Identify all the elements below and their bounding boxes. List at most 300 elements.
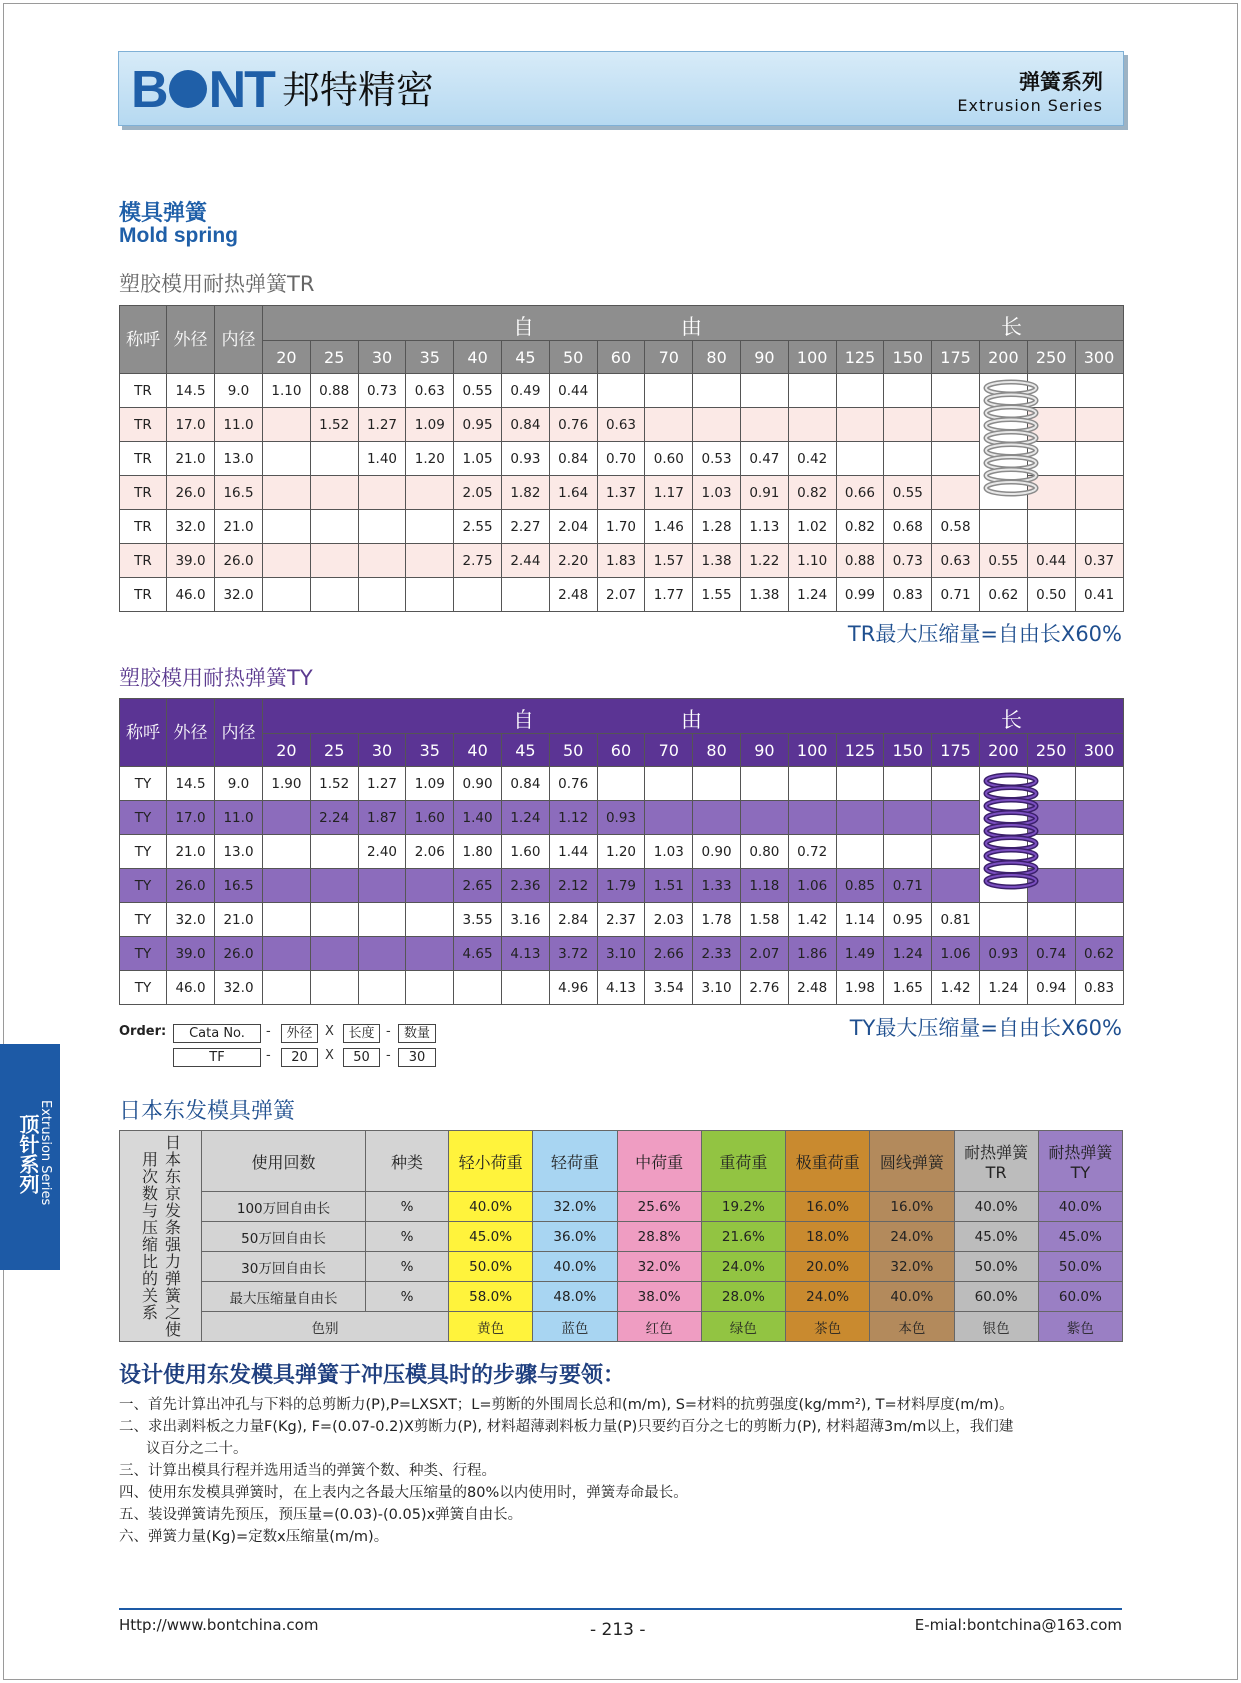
col-outer-diameter: 外径	[167, 699, 215, 767]
compression-value: 3.54	[645, 971, 693, 1005]
length-header: 45	[501, 341, 549, 374]
outer-diameter: 32.0	[167, 903, 215, 937]
jp-usage-header: 使用回数	[202, 1131, 366, 1192]
compression-value: 1.37	[597, 476, 645, 510]
compression-value	[1075, 476, 1123, 510]
compression-value: 0.44	[549, 374, 597, 408]
compression-value	[932, 835, 980, 869]
jp-ratio-value: 25.6%	[617, 1192, 701, 1222]
compression-value	[406, 937, 454, 971]
note-item: 议百分之二十。	[146, 1441, 248, 1457]
compression-value	[263, 442, 311, 476]
compression-value: 0.58	[932, 510, 980, 544]
spring-name: TR	[120, 578, 167, 612]
compression-value	[979, 903, 1027, 937]
compression-value	[263, 510, 311, 544]
compression-value: 2.65	[454, 869, 502, 903]
series-cn: 弹簧系列	[1019, 70, 1103, 94]
jp-side-label: 日本东京发条强力弹簧之使用次数与压缩比的关系	[120, 1131, 202, 1342]
compression-value	[1075, 442, 1123, 476]
compression-value: 1.24	[884, 937, 932, 971]
footer-url: Http://www.bontchina.com	[119, 1616, 319, 1634]
spring-name: TY	[120, 971, 167, 1005]
compression-value	[358, 971, 406, 1005]
outer-diameter: 46.0	[167, 578, 215, 612]
inner-diameter: 26.0	[215, 544, 263, 578]
outer-diameter: 14.5	[167, 767, 215, 801]
compression-value: 0.71	[884, 869, 932, 903]
compression-value: 1.09	[406, 408, 454, 442]
compression-value: 1.06	[788, 869, 836, 903]
jp-ratio-value: 60.0%	[1038, 1282, 1122, 1312]
compression-value: 1.60	[501, 835, 549, 869]
note-item: 二、求出剥料板之力量F(Kg), F=(0.07-0.2)X剪断力(P), 材料超薄剥料板力量(P)只要约百分之七的剪断力(P), 材料超薄3m/m以上，我们建	[119, 1419, 1014, 1435]
compression-value	[1075, 408, 1123, 442]
compression-value: 2.40	[358, 835, 406, 869]
compression-value: 0.74	[1027, 937, 1075, 971]
spring-name: TY	[120, 903, 167, 937]
length-header: 175	[932, 734, 980, 767]
compression-value	[932, 767, 980, 801]
jp-ratio-value: 32.0%	[870, 1252, 954, 1282]
order-od-box: 外径	[281, 1024, 318, 1043]
length-header: 50	[549, 734, 597, 767]
compression-value: 2.20	[549, 544, 597, 578]
spring-name: TR	[120, 442, 167, 476]
jp-ratio-value: 16.0%	[870, 1192, 954, 1222]
inner-diameter: 11.0	[215, 801, 263, 835]
spring-photo-cell	[979, 767, 1027, 903]
compression-value: 1.44	[549, 835, 597, 869]
compression-value	[836, 408, 884, 442]
tr-spring-table	[119, 305, 1124, 612]
order-dash: -	[386, 1024, 391, 1039]
inner-diameter: 16.5	[215, 476, 263, 510]
compression-value	[358, 476, 406, 510]
compression-value: 0.76	[549, 767, 597, 801]
compression-value	[263, 476, 311, 510]
table-row	[120, 510, 1124, 544]
table-row	[120, 1222, 1123, 1252]
series-label	[957, 66, 1103, 115]
inner-diameter: 9.0	[215, 767, 263, 801]
compression-value: 0.55	[884, 476, 932, 510]
jp-type-header: 轻小荷重	[449, 1131, 533, 1192]
compression-value: 0.76	[549, 408, 597, 442]
compression-value: 1.38	[693, 544, 741, 578]
table-row	[120, 374, 1124, 408]
compression-value	[1075, 903, 1123, 937]
notes-title: 设计使用东发模具弹簧于冲压模具时的步骤与要领：	[119, 1363, 626, 1388]
compression-value	[263, 801, 311, 835]
compression-value	[358, 544, 406, 578]
length-header: 70	[645, 734, 693, 767]
table-row	[120, 767, 1124, 801]
compression-value: 1.60	[406, 801, 454, 835]
jp-ratio-value: 18.0%	[786, 1222, 870, 1252]
jp-header-row	[120, 1131, 1123, 1192]
compression-value: 0.55	[979, 544, 1027, 578]
jp-ratio-value: 40.0%	[870, 1282, 954, 1312]
jp-ratio-value: 32.0%	[617, 1252, 701, 1282]
compression-value: 0.84	[501, 408, 549, 442]
outer-diameter: 32.0	[167, 510, 215, 544]
length-header: 70	[645, 341, 693, 374]
jp-ratio-value: 50.0%	[954, 1252, 1038, 1282]
jp-ratio-value: 38.0%	[617, 1282, 701, 1312]
compression-value: 1.24	[788, 578, 836, 612]
compression-value: 1.80	[454, 835, 502, 869]
compression-value: 1.40	[454, 801, 502, 835]
compression-value	[310, 544, 358, 578]
order-dash: -	[266, 1048, 271, 1063]
compression-value	[932, 442, 980, 476]
order-len-box: 长度	[343, 1024, 380, 1043]
jp-row-unit: %	[366, 1252, 449, 1282]
jp-ratio-value: 40.0%	[449, 1192, 533, 1222]
length-header: 200	[979, 341, 1027, 374]
compression-value	[406, 869, 454, 903]
compression-value	[836, 767, 884, 801]
compression-value: 1.78	[693, 903, 741, 937]
jp-color-value: 茶色	[786, 1312, 870, 1342]
footer-email: E-mial:bontchina@163.com	[914, 1616, 1122, 1634]
jp-row-unit: %	[366, 1222, 449, 1252]
outer-diameter: 17.0	[167, 801, 215, 835]
compression-value: 1.28	[693, 510, 741, 544]
jp-ratio-value: 24.0%	[870, 1222, 954, 1252]
side-tab-en: Extrusion Series	[38, 1100, 53, 1206]
spring-image	[980, 771, 1042, 899]
jp-row-label: 100万回自由长	[202, 1192, 366, 1222]
outer-diameter: 26.0	[167, 869, 215, 903]
compression-value: 1.22	[740, 544, 788, 578]
jp-row-label: 30万回自由长	[202, 1252, 366, 1282]
compression-value: 3.16	[501, 903, 549, 937]
compression-value: 2.33	[693, 937, 741, 971]
compression-value: 0.99	[836, 578, 884, 612]
compression-value: 1.83	[597, 544, 645, 578]
length-header: 200	[979, 734, 1027, 767]
compression-value: 1.06	[932, 937, 980, 971]
order-cata-box: Cata No.	[173, 1024, 261, 1043]
note-item: 五、装设弹簧请先预压，预压量=(0.03)-(0.05)x弹簧自由长。	[119, 1507, 523, 1523]
compression-value: 1.17	[645, 476, 693, 510]
compression-value: 0.68	[884, 510, 932, 544]
compression-value	[310, 578, 358, 612]
compression-value: 2.07	[740, 937, 788, 971]
spring-name: TR	[120, 374, 167, 408]
compression-value	[645, 408, 693, 442]
jp-ratio-value: 50.0%	[1038, 1252, 1122, 1282]
compression-value	[788, 767, 836, 801]
table-row	[120, 544, 1124, 578]
compression-value: 0.63	[406, 374, 454, 408]
compression-value	[358, 903, 406, 937]
jp-kind-header: 种类	[366, 1131, 449, 1192]
compression-value	[454, 971, 502, 1005]
compression-value: 2.75	[454, 544, 502, 578]
jp-color-value: 黄色	[449, 1312, 533, 1342]
jp-color-label: 色别	[202, 1312, 449, 1342]
compression-value	[310, 510, 358, 544]
compression-value: 2.55	[454, 510, 502, 544]
compression-value: 2.37	[597, 903, 645, 937]
jp-ratio-value: 32.0%	[533, 1192, 617, 1222]
jp-type-header: 重荷重	[701, 1131, 785, 1192]
compression-value	[1075, 767, 1123, 801]
order-x: X	[325, 1048, 334, 1063]
table-row	[120, 1192, 1123, 1222]
col-inner-diameter: 内径	[215, 306, 263, 374]
inner-diameter: 13.0	[215, 835, 263, 869]
compression-value: 1.10	[263, 374, 311, 408]
compression-value: 1.18	[740, 869, 788, 903]
compression-value	[693, 408, 741, 442]
order-label: Order:	[119, 1024, 167, 1039]
compression-value: 1.82	[501, 476, 549, 510]
col-name: 称呼	[120, 306, 167, 374]
compression-value	[310, 971, 358, 1005]
inner-diameter: 32.0	[215, 971, 263, 1005]
compression-value	[932, 408, 980, 442]
length-header: 100	[788, 734, 836, 767]
compression-value	[310, 476, 358, 510]
logo-mark: B NT	[131, 61, 274, 119]
compression-value: 0.44	[1027, 544, 1075, 578]
compression-value: 1.64	[549, 476, 597, 510]
table-row	[120, 835, 1124, 869]
col-outer-diameter: 外径	[167, 306, 215, 374]
compression-value: 1.70	[597, 510, 645, 544]
length-header: 125	[836, 734, 884, 767]
design-notes	[119, 1394, 1122, 1548]
tr-table-title: 塑胶模用耐热弹簧TR	[119, 272, 315, 296]
company-name-cn: 邦特精密	[281, 68, 434, 112]
compression-value	[884, 408, 932, 442]
compression-value	[310, 903, 358, 937]
length-header: 80	[693, 341, 741, 374]
order-example-od: 20	[281, 1048, 318, 1067]
compression-value: 1.65	[884, 971, 932, 1005]
outer-diameter: 21.0	[167, 835, 215, 869]
inner-diameter: 21.0	[215, 903, 263, 937]
compression-value: 0.80	[740, 835, 788, 869]
compression-value	[1075, 835, 1123, 869]
order-example-cata: TF	[173, 1048, 261, 1067]
compression-value: 1.77	[645, 578, 693, 612]
section-title-cn: 模具弹簧	[119, 201, 208, 226]
compression-value: 2.06	[406, 835, 454, 869]
compression-value	[836, 374, 884, 408]
compression-value: 1.87	[358, 801, 406, 835]
length-header: 60	[597, 734, 645, 767]
compression-value: 0.37	[1075, 544, 1123, 578]
compression-value: 1.02	[788, 510, 836, 544]
compression-value: 1.42	[788, 903, 836, 937]
spring-name: TR	[120, 476, 167, 510]
compression-value: 1.90	[263, 767, 311, 801]
compression-value	[263, 971, 311, 1005]
compression-value	[836, 442, 884, 476]
compression-value	[1027, 903, 1075, 937]
compression-value	[884, 767, 932, 801]
ty-formula: TY最大压缩量=自由长X60%	[849, 1016, 1122, 1040]
compression-value	[740, 767, 788, 801]
compression-value	[693, 801, 741, 835]
length-header: 90	[740, 734, 788, 767]
note-item: 一、首先计算出冲孔与下料的总剪断力(P),P=LXSXT；L=剪断的外围周长总和(m/m), S=材料的抗剪强度(kg/mm²), T=材料厚度(m/m)。	[119, 1397, 1014, 1413]
inner-diameter: 11.0	[215, 408, 263, 442]
col-free-length: 自 由 长	[263, 306, 1124, 341]
jp-ratio-value: 50.0%	[449, 1252, 533, 1282]
compression-value: 2.76	[740, 971, 788, 1005]
compression-value: 1.13	[740, 510, 788, 544]
table-row	[120, 476, 1124, 510]
jp-ratio-value: 60.0%	[954, 1282, 1038, 1312]
compression-value: 0.62	[1075, 937, 1123, 971]
compression-value	[979, 510, 1027, 544]
compression-value	[884, 374, 932, 408]
compression-value	[406, 476, 454, 510]
compression-value: 0.63	[597, 408, 645, 442]
compression-value: 4.13	[501, 937, 549, 971]
compression-value: 1.42	[932, 971, 980, 1005]
jp-ratio-value: 48.0%	[533, 1282, 617, 1312]
outer-diameter: 21.0	[167, 442, 215, 476]
company-logo	[131, 62, 434, 118]
outer-diameter: 14.5	[167, 374, 215, 408]
compression-value: 0.83	[884, 578, 932, 612]
compression-value: 0.53	[693, 442, 741, 476]
compression-value: 0.63	[932, 544, 980, 578]
length-header: 60	[597, 341, 645, 374]
compression-value	[358, 869, 406, 903]
compression-value	[884, 801, 932, 835]
compression-value	[597, 767, 645, 801]
length-header: 30	[358, 341, 406, 374]
jp-type-header: 中荷重	[617, 1131, 701, 1192]
jp-ratio-value: 45.0%	[449, 1222, 533, 1252]
compression-value: 4.65	[454, 937, 502, 971]
compression-value	[836, 801, 884, 835]
compression-value	[263, 903, 311, 937]
order-x: X	[325, 1024, 334, 1039]
jp-type-header: 轻荷重	[533, 1131, 617, 1192]
note-item: 四、使用东发模具弹簧时，在上表内之各最大压缩量的80%以内使用时，弹簧寿命最长。	[119, 1485, 688, 1501]
compression-value: 0.93	[597, 801, 645, 835]
table-row	[120, 442, 1124, 476]
compression-value: 2.05	[454, 476, 502, 510]
compression-value: 1.20	[597, 835, 645, 869]
compression-value	[406, 578, 454, 612]
spring-photo-cell	[979, 374, 1027, 510]
inner-diameter: 32.0	[215, 578, 263, 612]
compression-value: 1.52	[310, 408, 358, 442]
jp-color-value: 紫色	[1038, 1312, 1122, 1342]
compression-value: 0.73	[884, 544, 932, 578]
jp-color-value: 绿色	[701, 1312, 785, 1342]
spring-name: TR	[120, 510, 167, 544]
compression-value: 1.46	[645, 510, 693, 544]
compression-value	[358, 510, 406, 544]
compression-value	[788, 408, 836, 442]
compression-value: 0.50	[1027, 578, 1075, 612]
compression-value: 3.55	[454, 903, 502, 937]
compression-value	[740, 408, 788, 442]
jp-ratio-value: 20.0%	[786, 1252, 870, 1282]
length-header: 90	[740, 341, 788, 374]
compression-value: 1.10	[788, 544, 836, 578]
compression-value: 0.91	[740, 476, 788, 510]
compression-value	[693, 374, 741, 408]
compression-value: 2.84	[549, 903, 597, 937]
compression-value: 0.95	[884, 903, 932, 937]
compression-value: 1.49	[836, 937, 884, 971]
compression-value: 1.38	[740, 578, 788, 612]
length-header: 300	[1075, 734, 1123, 767]
compression-value	[310, 442, 358, 476]
length-header: 175	[932, 341, 980, 374]
table-row	[120, 1252, 1123, 1282]
inner-diameter: 21.0	[215, 510, 263, 544]
footer-divider	[119, 1608, 1122, 1610]
length-header: 20	[263, 734, 311, 767]
spring-name: TY	[120, 767, 167, 801]
outer-diameter: 39.0	[167, 544, 215, 578]
compression-value: 0.71	[932, 578, 980, 612]
page-number: - 213 -	[590, 1620, 646, 1640]
compression-value: 1.12	[549, 801, 597, 835]
jp-ratio-value: 24.0%	[701, 1252, 785, 1282]
ty-spring-table	[119, 698, 1124, 1005]
inner-diameter: 16.5	[215, 869, 263, 903]
length-header: 100	[788, 341, 836, 374]
note-item: 三、计算出模具行程并选用适当的弹簧个数、种类、行程。	[119, 1463, 496, 1479]
compression-value	[932, 476, 980, 510]
compression-value: 2.27	[501, 510, 549, 544]
length-header: 50	[549, 341, 597, 374]
order-dash: -	[266, 1024, 271, 1039]
compression-value	[263, 408, 311, 442]
compression-value: 2.04	[549, 510, 597, 544]
jp-color-value: 本色	[870, 1312, 954, 1342]
compression-value	[406, 510, 454, 544]
spring-image	[980, 378, 1042, 506]
length-header: 25	[310, 341, 358, 374]
order-dash: -	[386, 1048, 391, 1063]
compression-value: 1.14	[836, 903, 884, 937]
compression-value: 1.27	[358, 408, 406, 442]
compression-value	[740, 374, 788, 408]
table-row	[120, 937, 1124, 971]
compression-value: 0.93	[501, 442, 549, 476]
length-header: 150	[884, 734, 932, 767]
jp-row-label: 50万回自由长	[202, 1222, 366, 1252]
jp-row-label: 最大压缩量自由长	[202, 1282, 366, 1312]
compression-value	[310, 835, 358, 869]
col-inner-diameter: 内径	[215, 699, 263, 767]
length-header: 125	[836, 341, 884, 374]
jp-ratio-value: 36.0%	[533, 1222, 617, 1252]
compression-value: 0.94	[1027, 971, 1075, 1005]
compression-value: 1.24	[501, 801, 549, 835]
compression-value: 0.73	[358, 374, 406, 408]
compression-value	[406, 971, 454, 1005]
length-header: 35	[406, 734, 454, 767]
compression-value: 1.24	[979, 971, 1027, 1005]
compression-value: 2.24	[310, 801, 358, 835]
